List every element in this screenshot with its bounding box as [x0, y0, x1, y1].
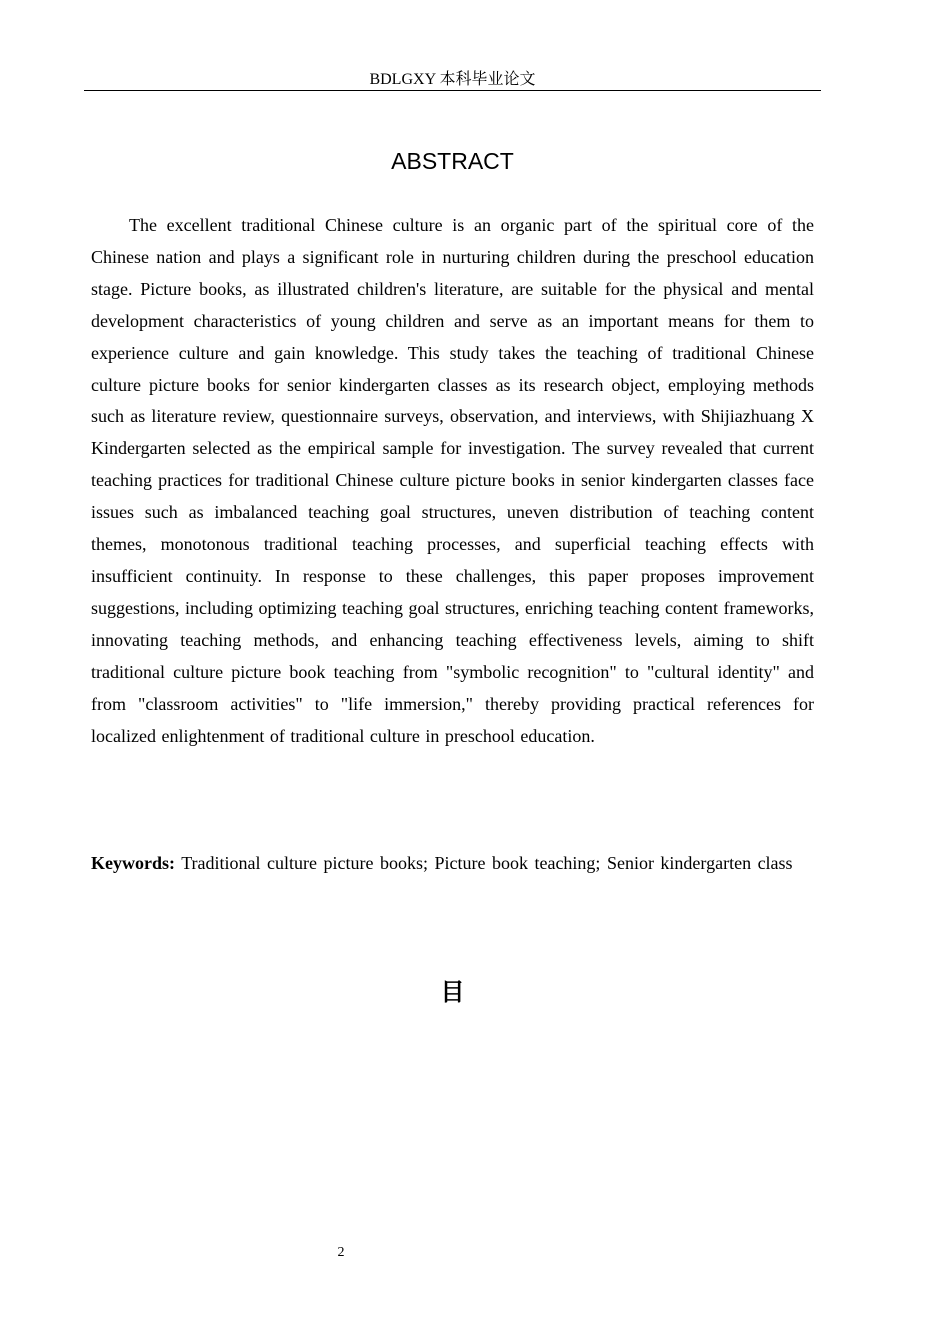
header-rule [84, 90, 821, 91]
toc-title: 目 [440, 978, 465, 1006]
abstract-title: ABSTRACT [391, 148, 514, 174]
keywords-paragraph [91, 848, 814, 880]
running-header: BDLGXY 本科毕业论文 [369, 71, 536, 88]
keywords-label: Keywords: [91, 853, 175, 873]
page-number: 2 [337, 1245, 345, 1260]
abstract-body: The excellent traditional Chinese culture is an organic part of the spiritual core of the Chinese nation and plays a significant role in nurturing children during the preschool education stage. Picture books, as illustrated children's literature, are suitable for the physical and mental development characteristics of young children and serve as an important means for them to experience culture and gain knowledge. This study takes the teaching of traditional Chinese culture picture books for senior kindergarten classes as its research object, employing methods such as literature review, questionnaire surveys, observation, and interviews, with Shijiazhuang X Kindergarten selected as the empirical sample for investigation. The survey revealed that current teaching practices for traditional Chinese culture picture books in senior kindergarten classes face issues such as imbalanced teaching goal structures, uneven distribution of teaching content themes, monotonous traditional teaching processes, and superficial teaching effects with insufficient continuity. In response to these challenges, this paper proposes improvement suggestions, including optimizing teaching goal structures, enriching teaching content frameworks, innovating teaching methods, and enhancing teaching effectiveness levels, aiming to shift traditional culture picture book teaching from "symbolic recognition" to "cultural identity" and from "classroom activities" to "life immersion," thereby providing practical references for localized enlightenment of traditional culture in preschool education. [91, 215, 814, 746]
keywords-text: Traditional culture picture books; Picture book teaching; Senior kindergarten class [181, 853, 793, 873]
